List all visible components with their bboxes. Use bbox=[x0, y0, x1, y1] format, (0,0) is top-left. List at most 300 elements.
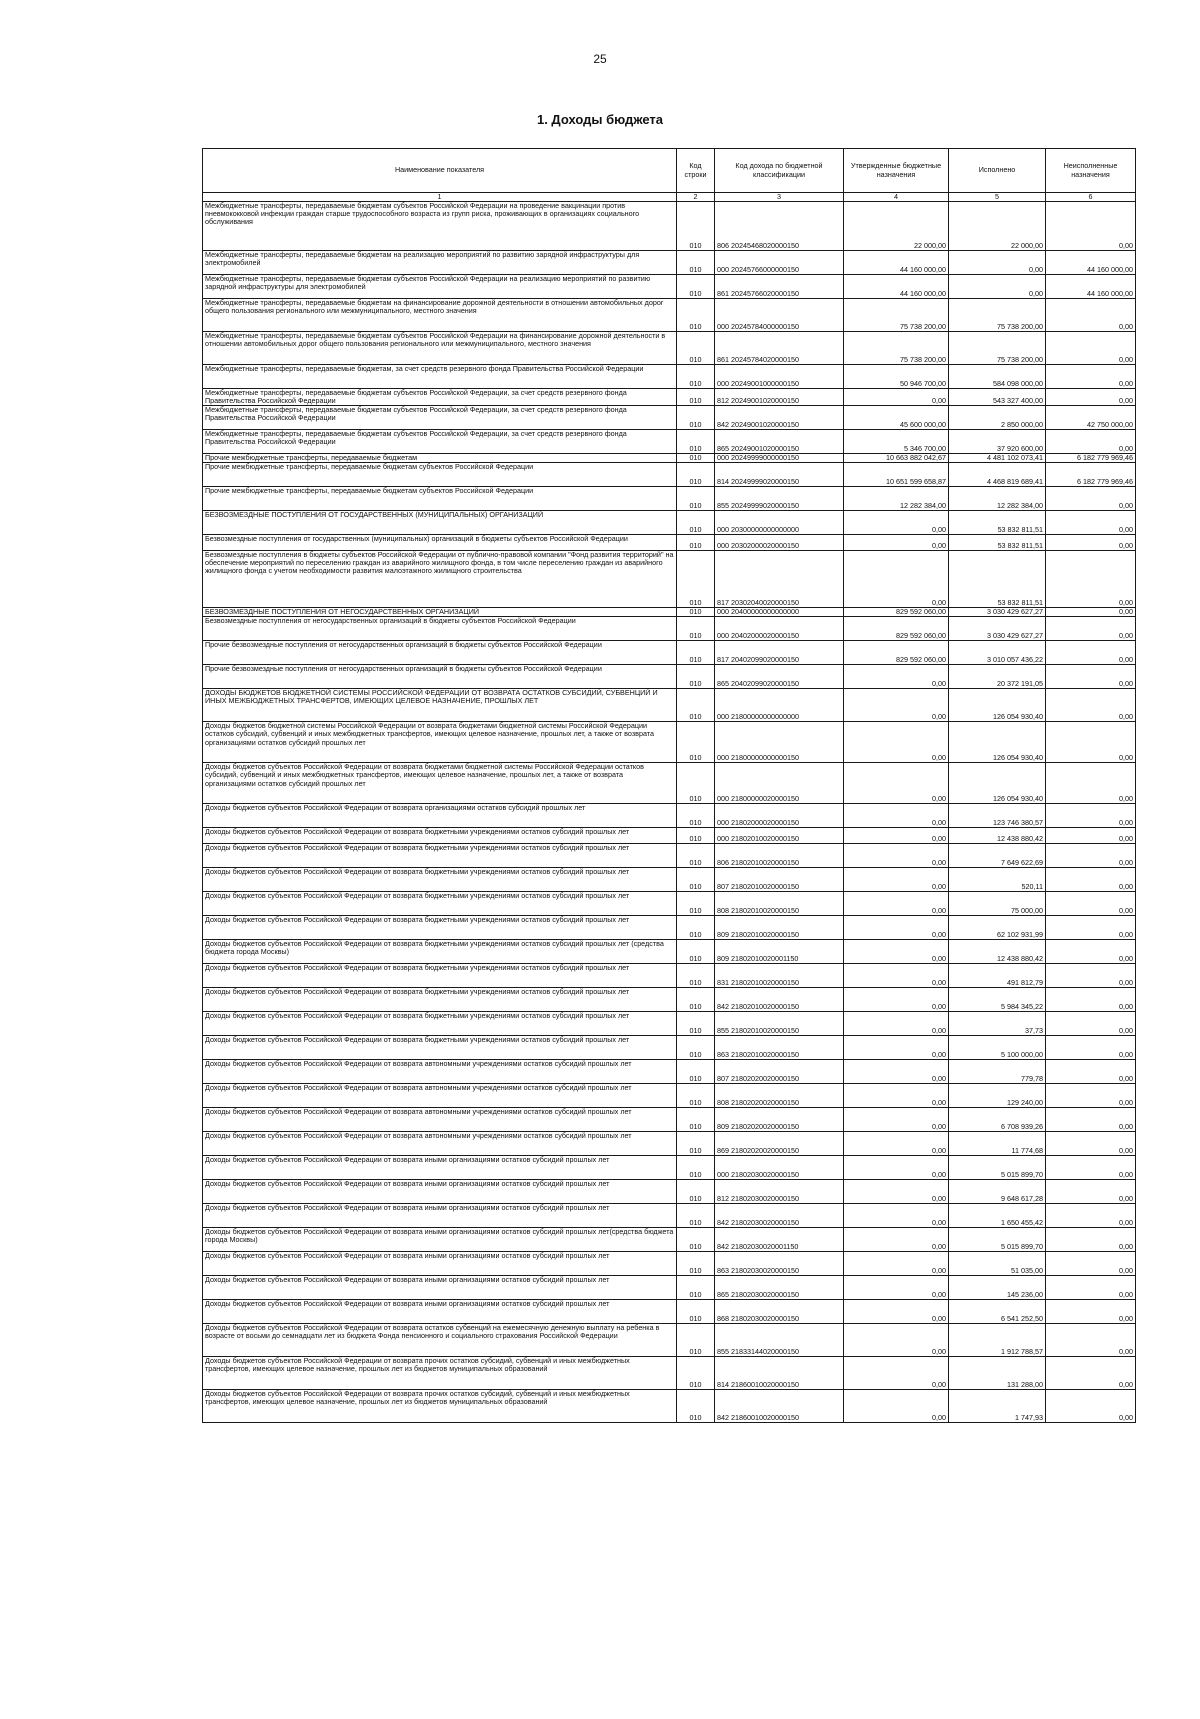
row-name: Доходы бюджетов бюджетной системы Российской Федерации от возврата бюджетами бюджетной системы Российской Федерации остатков субсидий, субвенций и иных межбюджетных трансфертов, имеющих целевое назначение, прошлых лет, а также от возврата организациями остатков субсидий прошлых лет bbox=[203, 722, 677, 763]
row-executed: 37 920 600,00 bbox=[949, 430, 1046, 454]
header-unexecuted: Неисполненные назначения bbox=[1046, 149, 1136, 193]
row-name: Доходы бюджетов субъектов Российской Федерации от возврата иными организациями остатков субсидий прошлых лет bbox=[203, 1300, 677, 1324]
row-executed: 22 000,00 bbox=[949, 202, 1046, 251]
row-name: Доходы бюджетов субъектов Российской Федерации от возврата бюджетными учреждениями остатков субсидий прошлых лет (средства бюджета города Москвы) bbox=[203, 940, 677, 964]
row-kbk: 000 21802010020000150 bbox=[715, 828, 844, 844]
row-code: 010 bbox=[677, 1204, 715, 1228]
row-kbk: 863 21802010020000150 bbox=[715, 1036, 844, 1060]
row-kbk: 842 20249001020000150 bbox=[715, 406, 844, 430]
row-unexecuted: 0,00 bbox=[1046, 1108, 1136, 1132]
row-approved: 0,00 bbox=[844, 1012, 949, 1036]
row-unexecuted: 0,00 bbox=[1046, 1132, 1136, 1156]
row-code: 010 bbox=[677, 535, 715, 551]
row-code: 010 bbox=[677, 665, 715, 689]
row-name: Доходы бюджетов субъектов Российской Федерации от возврата бюджетами бюджетной системы Российской Федерации остатков субсидий, субвенций и иных межбюджетных трансфертов, имеющих целевое назначение, прошлых лет, а также от возврата организациями остатков субсидий прошлых лет bbox=[203, 763, 677, 804]
row-approved: 0,00 bbox=[844, 763, 949, 804]
row-name: Доходы бюджетов субъектов Российской Федерации от возврата иными организациями остатков субсидий прошлых лет bbox=[203, 1252, 677, 1276]
row-name: Межбюджетные трансферты, передаваемые бюджетам субъектов Российской Федерации, за счет средств резервного фонда Правительства Российской Федерации bbox=[203, 406, 677, 430]
table-row bbox=[203, 1390, 1136, 1423]
row-kbk: 868 21802030020000150 bbox=[715, 1300, 844, 1324]
row-executed: 129 240,00 bbox=[949, 1084, 1046, 1108]
table-row bbox=[203, 964, 1136, 988]
row-code: 010 bbox=[677, 1252, 715, 1276]
row-executed: 4 481 102 073,41 bbox=[949, 454, 1046, 463]
row-unexecuted: 0,00 bbox=[1046, 1204, 1136, 1228]
row-name: Межбюджетные трансферты, передаваемые бюджетам на финансирование дорожной деятельности в отношении автомобильных дорог общего пользования регионального или межмуниципального, местного значения bbox=[203, 299, 677, 332]
column-number: 6 bbox=[1046, 193, 1136, 202]
row-executed: 4 468 819 689,41 bbox=[949, 463, 1046, 487]
table-row bbox=[203, 641, 1136, 665]
table-row bbox=[203, 1108, 1136, 1132]
row-approved: 0,00 bbox=[844, 1108, 949, 1132]
row-executed: 779,78 bbox=[949, 1060, 1046, 1084]
table-row bbox=[203, 1357, 1136, 1390]
row-executed: 12 438 880,42 bbox=[949, 828, 1046, 844]
table-row bbox=[203, 251, 1136, 275]
row-approved: 829 592 060,00 bbox=[844, 641, 949, 665]
row-approved: 829 592 060,00 bbox=[844, 608, 949, 617]
table-row bbox=[203, 689, 1136, 722]
row-name: Доходы бюджетов субъектов Российской Федерации от возврата бюджетными учреждениями остатков субсидий прошлых лет bbox=[203, 892, 677, 916]
row-unexecuted: 0,00 bbox=[1046, 689, 1136, 722]
row-name: Прочие межбюджетные трансферты, передаваемые бюджетам bbox=[203, 454, 677, 463]
row-kbk: 807 21802010020000150 bbox=[715, 868, 844, 892]
table-row bbox=[203, 1084, 1136, 1108]
table-row bbox=[203, 1036, 1136, 1060]
row-name: Доходы бюджетов субъектов Российской Федерации от возврата иными организациями остатков субсидий прошлых лет bbox=[203, 1204, 677, 1228]
row-unexecuted: 0,00 bbox=[1046, 511, 1136, 535]
budget-income-table bbox=[202, 148, 1136, 1423]
table-row bbox=[203, 365, 1136, 389]
row-approved: 44 160 000,00 bbox=[844, 251, 949, 275]
row-code: 010 bbox=[677, 1228, 715, 1252]
row-unexecuted: 0,00 bbox=[1046, 1228, 1136, 1252]
row-approved: 0,00 bbox=[844, 804, 949, 828]
row-name: Межбюджетные трансферты, передаваемые бюджетам, за счет средств резервного фонда Правительства Российской Федерации bbox=[203, 365, 677, 389]
row-name: Прочие безвозмездные поступления от негосударственных организаций в бюджеты субъектов Российской Федерации bbox=[203, 665, 677, 689]
row-kbk: 817 20402099020000150 bbox=[715, 641, 844, 665]
row-unexecuted: 0,00 bbox=[1046, 940, 1136, 964]
row-name: Доходы бюджетов субъектов Российской Федерации от возврата бюджетными учреждениями остатков субсидий прошлых лет bbox=[203, 844, 677, 868]
row-unexecuted: 0,00 bbox=[1046, 1180, 1136, 1204]
table-row bbox=[203, 804, 1136, 828]
row-kbk: 861 20245784020000150 bbox=[715, 332, 844, 365]
row-approved: 0,00 bbox=[844, 551, 949, 608]
column-number: 1 bbox=[203, 193, 677, 202]
row-code: 010 bbox=[677, 1108, 715, 1132]
row-code: 010 bbox=[677, 1156, 715, 1180]
table-row bbox=[203, 868, 1136, 892]
row-unexecuted: 44 160 000,00 bbox=[1046, 275, 1136, 299]
row-kbk: 831 21802010020000150 bbox=[715, 964, 844, 988]
row-executed: 12 282 384,00 bbox=[949, 487, 1046, 511]
row-name: БЕЗВОЗМЕЗДНЫЕ ПОСТУПЛЕНИЯ ОТ НЕГОСУДАРСТВЕННЫХ ОРГАНИЗАЦИЙ bbox=[203, 608, 677, 617]
column-number: 2 bbox=[677, 193, 715, 202]
table-row bbox=[203, 275, 1136, 299]
row-name: Доходы бюджетов субъектов Российской Федерации от возврата прочих остатков субсидий, субвенций и иных межбюджетных трансфертов, имеющих целевое назначение, прошлых лет из бюджетов муниципальных образований bbox=[203, 1357, 677, 1390]
row-name: Доходы бюджетов субъектов Российской Федерации от возврата иными организациями остатков субсидий прошлых лет(средства бюджета города Москвы) bbox=[203, 1228, 677, 1252]
table-row bbox=[203, 617, 1136, 641]
row-code: 010 bbox=[677, 804, 715, 828]
row-unexecuted: 0,00 bbox=[1046, 1300, 1136, 1324]
row-unexecuted: 44 160 000,00 bbox=[1046, 251, 1136, 275]
row-approved: 0,00 bbox=[844, 1180, 949, 1204]
row-executed: 3 030 429 627,27 bbox=[949, 608, 1046, 617]
table-row bbox=[203, 1300, 1136, 1324]
row-unexecuted: 0,00 bbox=[1046, 1252, 1136, 1276]
table-row bbox=[203, 1204, 1136, 1228]
row-unexecuted: 0,00 bbox=[1046, 1276, 1136, 1300]
row-unexecuted: 0,00 bbox=[1046, 916, 1136, 940]
row-kbk: 842 21860010020000150 bbox=[715, 1390, 844, 1423]
header-approved: Утвержденные бюджетные назначения bbox=[844, 149, 949, 193]
row-name: Доходы бюджетов субъектов Российской Федерации от возврата автономными учреждениями остатков субсидий прошлых лет bbox=[203, 1132, 677, 1156]
row-kbk: 861 20245766020000150 bbox=[715, 275, 844, 299]
row-executed: 126 054 930,40 bbox=[949, 689, 1046, 722]
row-executed: 9 648 617,28 bbox=[949, 1180, 1046, 1204]
page-title: 1. Доходы бюджета bbox=[536, 112, 664, 127]
table-row bbox=[203, 487, 1136, 511]
table-row bbox=[203, 551, 1136, 608]
row-code: 010 bbox=[677, 964, 715, 988]
row-executed: 3 010 057 436,22 bbox=[949, 641, 1046, 665]
row-unexecuted: 0,00 bbox=[1046, 608, 1136, 617]
row-approved: 0,00 bbox=[844, 868, 949, 892]
row-code: 010 bbox=[677, 916, 715, 940]
row-approved: 0,00 bbox=[844, 1156, 949, 1180]
row-approved: 0,00 bbox=[844, 1060, 949, 1084]
row-executed: 3 030 429 627,27 bbox=[949, 617, 1046, 641]
row-executed: 126 054 930,40 bbox=[949, 763, 1046, 804]
row-approved: 0,00 bbox=[844, 916, 949, 940]
row-code: 010 bbox=[677, 299, 715, 332]
row-name: Доходы бюджетов субъектов Российской Федерации от возврата иными организациями остатков субсидий прошлых лет bbox=[203, 1180, 677, 1204]
row-kbk: 000 20245766000000150 bbox=[715, 251, 844, 275]
row-approved: 10 663 882 042,67 bbox=[844, 454, 949, 463]
row-executed: 75 738 200,00 bbox=[949, 299, 1046, 332]
row-unexecuted: 0,00 bbox=[1046, 1012, 1136, 1036]
row-approved: 0,00 bbox=[844, 1357, 949, 1390]
row-name: Доходы бюджетов субъектов Российской Федерации от возврата бюджетными учреждениями остатков субсидий прошлых лет bbox=[203, 1012, 677, 1036]
row-approved: 0,00 bbox=[844, 1390, 949, 1423]
row-executed: 5 984 345,22 bbox=[949, 988, 1046, 1012]
table-row bbox=[203, 511, 1136, 535]
row-approved: 829 592 060,00 bbox=[844, 617, 949, 641]
row-executed: 53 832 811,51 bbox=[949, 511, 1046, 535]
row-name: Межбюджетные трансферты, передаваемые бюджетам субъектов Российской Федерации на финансирование дорожной деятельности в отношении автомобильных дорог общего пользования регионального или межмуниципального, местного значения bbox=[203, 332, 677, 365]
row-code: 010 bbox=[677, 689, 715, 722]
row-executed: 126 054 930,40 bbox=[949, 722, 1046, 763]
row-code: 010 bbox=[677, 1324, 715, 1357]
row-name: Межбюджетные трансферты, передаваемые бюджетам субъектов Российской Федерации, за счет средств резервного фонда Правительства Российской Федерации bbox=[203, 430, 677, 454]
row-name: Доходы бюджетов субъектов Российской Федерации от возврата прочих остатков субсидий, субвенций и иных межбюджетных трансфертов, имеющих целевое назначение, прошлых лет из бюджетов муниципальных образований bbox=[203, 1390, 677, 1423]
row-kbk: 807 21802020020000150 bbox=[715, 1060, 844, 1084]
row-kbk: 000 21800000000000000 bbox=[715, 689, 844, 722]
row-name: Безвозмездные поступления в бюджеты субъектов Российской Федерации от публично-правовой компании "Фонд развития территорий" на обеспечение мероприятий по переселению граждан из аварийного жилищного фонда, в том числе переселению граждан из аварийного жилищного фонда с учетом необходимости развития малоэтажного жилищного строительства bbox=[203, 551, 677, 608]
row-unexecuted: 6 182 779 969,46 bbox=[1046, 454, 1136, 463]
row-approved: 0,00 bbox=[844, 988, 949, 1012]
row-unexecuted: 0,00 bbox=[1046, 1390, 1136, 1423]
row-unexecuted: 0,00 bbox=[1046, 665, 1136, 689]
header-code: Код строки bbox=[677, 149, 715, 193]
row-code: 010 bbox=[677, 1036, 715, 1060]
column-number: 3 bbox=[715, 193, 844, 202]
row-approved: 0,00 bbox=[844, 689, 949, 722]
row-code: 010 bbox=[677, 617, 715, 641]
row-approved: 45 600 000,00 bbox=[844, 406, 949, 430]
row-approved: 75 738 200,00 bbox=[844, 299, 949, 332]
row-kbk: 000 20245784000000150 bbox=[715, 299, 844, 332]
row-name: Межбюджетные трансферты, передаваемые бюджетам субъектов Российской Федерации на реализацию мероприятий по развитию зарядной инфраструктуры для электромобилей bbox=[203, 275, 677, 299]
row-executed: 491 812,79 bbox=[949, 964, 1046, 988]
row-executed: 0,00 bbox=[949, 275, 1046, 299]
row-code: 010 bbox=[677, 551, 715, 608]
row-name: Прочие межбюджетные трансферты, передаваемые бюджетам субъектов Российской Федерации bbox=[203, 487, 677, 511]
column-number: 4 bbox=[844, 193, 949, 202]
row-executed: 1 650 455,42 bbox=[949, 1204, 1046, 1228]
row-kbk: 842 21802030020001150 bbox=[715, 1228, 844, 1252]
row-approved: 0,00 bbox=[844, 1036, 949, 1060]
row-approved: 0,00 bbox=[844, 828, 949, 844]
row-unexecuted: 0,00 bbox=[1046, 1324, 1136, 1357]
row-code: 010 bbox=[677, 1276, 715, 1300]
table-row bbox=[203, 1324, 1136, 1357]
row-name: Доходы бюджетов субъектов Российской Федерации от возврата автономными учреждениями остатков субсидий прошлых лет bbox=[203, 1108, 677, 1132]
row-code: 010 bbox=[677, 1180, 715, 1204]
row-name: Доходы бюджетов субъектов Российской Федерации от возврата бюджетными учреждениями остатков субсидий прошлых лет bbox=[203, 1036, 677, 1060]
row-kbk: 855 20249999020000150 bbox=[715, 487, 844, 511]
row-executed: 53 832 811,51 bbox=[949, 551, 1046, 608]
row-approved: 0,00 bbox=[844, 1324, 949, 1357]
table-row bbox=[203, 892, 1136, 916]
table-header-row bbox=[203, 149, 1136, 193]
row-executed: 5 015 899,70 bbox=[949, 1228, 1046, 1252]
row-executed: 20 372 191,05 bbox=[949, 665, 1046, 689]
row-approved: 0,00 bbox=[844, 1228, 949, 1252]
row-kbk: 855 21833144020000150 bbox=[715, 1324, 844, 1357]
row-name: Доходы бюджетов субъектов Российской Федерации от возврата бюджетными учреждениями остатков субсидий прошлых лет bbox=[203, 916, 677, 940]
table-row bbox=[203, 332, 1136, 365]
table-row bbox=[203, 202, 1136, 251]
row-executed: 543 327 400,00 bbox=[949, 389, 1046, 406]
table-row bbox=[203, 1276, 1136, 1300]
row-code: 010 bbox=[677, 1357, 715, 1390]
row-name: Прочие межбюджетные трансферты, передаваемые бюджетам субъектов Российской Федерации bbox=[203, 463, 677, 487]
row-kbk: 865 20402099020000150 bbox=[715, 665, 844, 689]
row-unexecuted: 42 750 000,00 bbox=[1046, 406, 1136, 430]
row-executed: 1 747,93 bbox=[949, 1390, 1046, 1423]
row-code: 010 bbox=[677, 868, 715, 892]
row-name: Доходы бюджетов субъектов Российской Федерации от возврата иными организациями остатков субсидий прошлых лет bbox=[203, 1156, 677, 1180]
row-kbk: 000 20249999000000150 bbox=[715, 454, 844, 463]
row-approved: 12 282 384,00 bbox=[844, 487, 949, 511]
row-executed: 0,00 bbox=[949, 251, 1046, 275]
table-row bbox=[203, 722, 1136, 763]
row-kbk: 000 20300000000000000 bbox=[715, 511, 844, 535]
row-approved: 0,00 bbox=[844, 940, 949, 964]
row-approved: 0,00 bbox=[844, 1300, 949, 1324]
row-approved: 0,00 bbox=[844, 964, 949, 988]
row-kbk: 814 21860010020000150 bbox=[715, 1357, 844, 1390]
row-unexecuted: 0,00 bbox=[1046, 299, 1136, 332]
row-executed: 1 912 788,57 bbox=[949, 1324, 1046, 1357]
table-row bbox=[203, 1252, 1136, 1276]
row-unexecuted: 0,00 bbox=[1046, 202, 1136, 251]
row-approved: 44 160 000,00 bbox=[844, 275, 949, 299]
row-code: 010 bbox=[677, 430, 715, 454]
row-kbk: 000 21802030020000150 bbox=[715, 1156, 844, 1180]
row-approved: 5 346 700,00 bbox=[844, 430, 949, 454]
table-row bbox=[203, 389, 1136, 406]
row-code: 010 bbox=[677, 463, 715, 487]
row-code: 010 bbox=[677, 251, 715, 275]
row-code: 010 bbox=[677, 892, 715, 916]
row-approved: 0,00 bbox=[844, 1276, 949, 1300]
table-row bbox=[203, 844, 1136, 868]
row-kbk: 806 21802010020000150 bbox=[715, 844, 844, 868]
row-kbk: 809 21802010020000150 bbox=[715, 916, 844, 940]
row-name: Доходы бюджетов субъектов Российской Федерации от возврата бюджетными учреждениями остатков субсидий прошлых лет bbox=[203, 988, 677, 1012]
row-unexecuted: 0,00 bbox=[1046, 535, 1136, 551]
row-executed: 145 236,00 bbox=[949, 1276, 1046, 1300]
row-unexecuted: 0,00 bbox=[1046, 828, 1136, 844]
row-code: 010 bbox=[677, 1012, 715, 1036]
row-executed: 131 288,00 bbox=[949, 1357, 1046, 1390]
row-unexecuted: 0,00 bbox=[1046, 964, 1136, 988]
row-name: Доходы бюджетов субъектов Российской Федерации от возврата иными организациями остатков субсидий прошлых лет bbox=[203, 1276, 677, 1300]
row-name: Безвозмездные поступления от государственных (муниципальных) организаций в бюджеты субъектов Российской Федерации bbox=[203, 535, 677, 551]
header-executed: Исполнено bbox=[949, 149, 1046, 193]
row-unexecuted: 0,00 bbox=[1046, 763, 1136, 804]
row-executed: 5 100 000,00 bbox=[949, 1036, 1046, 1060]
row-name: БЕЗВОЗМЕЗДНЫЕ ПОСТУПЛЕНИЯ ОТ ГОСУДАРСТВЕННЫХ (МУНИЦИПАЛЬНЫХ) ОРГАНИЗАЦИЙ bbox=[203, 511, 677, 535]
row-name: ДОХОДЫ БЮДЖЕТОВ БЮДЖЕТНОЙ СИСТЕМЫ РОССИЙСКОЙ ФЕДЕРАЦИИ ОТ ВОЗВРАТА ОСТАТКОВ СУБСИДИЙ, СУБВЕНЦИЙ И ИНЫХ МЕЖБЮДЖЕТНЫХ ТРАНСФЕРТОВ, ИМЕЮЩИХ ЦЕЛЕВОЕ НАЗНАЧЕНИЕ, ПРОШЛЫХ ЛЕТ bbox=[203, 689, 677, 722]
row-kbk: 817 20302040020000150 bbox=[715, 551, 844, 608]
row-name: Межбюджетные трансферты, передаваемые бюджетам субъектов Российской Федерации на проведение вакцинации против пневмококковой инфекции граждан старше трудоспособного возраста из групп риска, проживающих в организациях социального обслуживания bbox=[203, 202, 677, 251]
row-kbk: 000 21802000020000150 bbox=[715, 804, 844, 828]
row-code: 010 bbox=[677, 332, 715, 365]
row-executed: 53 832 811,51 bbox=[949, 535, 1046, 551]
row-kbk: 855 21802010020000150 bbox=[715, 1012, 844, 1036]
row-name: Доходы бюджетов субъектов Российской Федерации от возврата организациями остатков субсидий прошлых лет bbox=[203, 804, 677, 828]
page-number: 25 bbox=[593, 52, 607, 66]
row-unexecuted: 0,00 bbox=[1046, 641, 1136, 665]
row-code: 010 bbox=[677, 1300, 715, 1324]
row-executed: 2 850 000,00 bbox=[949, 406, 1046, 430]
row-approved: 0,00 bbox=[844, 722, 949, 763]
row-kbk: 842 21802030020000150 bbox=[715, 1204, 844, 1228]
row-name: Доходы бюджетов субъектов Российской Федерации от возврата остатков субвенций на ежемесячную денежную выплату на ребенка в возрасте от восьми до семнадцати лет из бюджета Фонда пенсионного и социального страхования Российской Федерации bbox=[203, 1324, 677, 1357]
row-approved: 0,00 bbox=[844, 665, 949, 689]
row-approved: 75 738 200,00 bbox=[844, 332, 949, 365]
table-body bbox=[203, 202, 1136, 1423]
row-unexecuted: 6 182 779 969,46 bbox=[1046, 463, 1136, 487]
table-row bbox=[203, 1156, 1136, 1180]
table-row bbox=[203, 1228, 1136, 1252]
row-unexecuted: 0,00 bbox=[1046, 804, 1136, 828]
row-approved: 22 000,00 bbox=[844, 202, 949, 251]
row-executed: 5 015 899,70 bbox=[949, 1156, 1046, 1180]
row-kbk: 865 21802030020000150 bbox=[715, 1276, 844, 1300]
row-unexecuted: 0,00 bbox=[1046, 487, 1136, 511]
row-approved: 50 946 700,00 bbox=[844, 365, 949, 389]
row-code: 010 bbox=[677, 454, 715, 463]
row-kbk: 863 21802030020000150 bbox=[715, 1252, 844, 1276]
row-code: 010 bbox=[677, 275, 715, 299]
row-name: Прочие безвозмездные поступления от негосударственных организаций в бюджеты субъектов Российской Федерации bbox=[203, 641, 677, 665]
row-approved: 0,00 bbox=[844, 892, 949, 916]
row-name: Доходы бюджетов субъектов Российской Федерации от возврата автономными учреждениями остатков субсидий прошлых лет bbox=[203, 1060, 677, 1084]
table-row bbox=[203, 430, 1136, 454]
row-approved: 0,00 bbox=[844, 1084, 949, 1108]
header-kbk: Код дохода по бюджетной классификации bbox=[715, 149, 844, 193]
row-approved: 0,00 bbox=[844, 511, 949, 535]
row-name: Доходы бюджетов субъектов Российской Федерации от возврата бюджетными учреждениями остатков субсидий прошлых лет bbox=[203, 828, 677, 844]
row-name: Доходы бюджетов субъектов Российской Федерации от возврата автономными учреждениями остатков субсидий прошлых лет bbox=[203, 1084, 677, 1108]
row-kbk: 842 21802010020000150 bbox=[715, 988, 844, 1012]
row-approved: 0,00 bbox=[844, 844, 949, 868]
row-unexecuted: 0,00 bbox=[1046, 1060, 1136, 1084]
row-kbk: 000 20400000000000000 bbox=[715, 608, 844, 617]
row-approved: 0,00 bbox=[844, 535, 949, 551]
row-executed: 6 541 252,50 bbox=[949, 1300, 1046, 1324]
row-approved: 0,00 bbox=[844, 389, 949, 406]
row-name: Доходы бюджетов субъектов Российской Федерации от возврата бюджетными учреждениями остатков субсидий прошлых лет bbox=[203, 964, 677, 988]
row-unexecuted: 0,00 bbox=[1046, 1084, 1136, 1108]
row-unexecuted: 0,00 bbox=[1046, 1357, 1136, 1390]
row-code: 010 bbox=[677, 940, 715, 964]
row-kbk: 869 21802020020000150 bbox=[715, 1132, 844, 1156]
row-name: Безвозмездные поступления от негосударственных организаций в бюджеты субъектов Российской Федерации bbox=[203, 617, 677, 641]
row-code: 010 bbox=[677, 202, 715, 251]
row-kbk: 809 21802010020001150 bbox=[715, 940, 844, 964]
row-unexecuted: 0,00 bbox=[1046, 551, 1136, 608]
table-row bbox=[203, 763, 1136, 804]
row-unexecuted: 0,00 bbox=[1046, 1156, 1136, 1180]
table-row bbox=[203, 535, 1136, 551]
row-executed: 62 102 931,99 bbox=[949, 916, 1046, 940]
table-row bbox=[203, 1180, 1136, 1204]
row-code: 010 bbox=[677, 722, 715, 763]
row-executed: 11 774,68 bbox=[949, 1132, 1046, 1156]
row-kbk: 814 20249999020000150 bbox=[715, 463, 844, 487]
table-row bbox=[203, 1012, 1136, 1036]
row-kbk: 000 20402000020000150 bbox=[715, 617, 844, 641]
row-name: Межбюджетные трансферты, передаваемые бюджетам субъектов Российской Федерации, за счет средств резервного фонда Правительства Российской Федерации bbox=[203, 389, 677, 406]
row-kbk: 809 21802020020000150 bbox=[715, 1108, 844, 1132]
row-code: 010 bbox=[677, 1060, 715, 1084]
table-row bbox=[203, 1132, 1136, 1156]
row-code: 010 bbox=[677, 487, 715, 511]
table-row bbox=[203, 406, 1136, 430]
row-executed: 123 746 380,57 bbox=[949, 804, 1046, 828]
row-executed: 6 708 939,26 bbox=[949, 1108, 1046, 1132]
row-code: 010 bbox=[677, 1132, 715, 1156]
row-code: 010 bbox=[677, 365, 715, 389]
row-unexecuted: 0,00 bbox=[1046, 332, 1136, 365]
row-kbk: 000 20249001000000150 bbox=[715, 365, 844, 389]
row-code: 010 bbox=[677, 406, 715, 430]
row-code: 010 bbox=[677, 844, 715, 868]
row-name: Доходы бюджетов субъектов Российской Федерации от возврата бюджетными учреждениями остатков субсидий прошлых лет bbox=[203, 868, 677, 892]
row-kbk: 812 20249001020000150 bbox=[715, 389, 844, 406]
row-executed: 7 649 622,69 bbox=[949, 844, 1046, 868]
row-code: 010 bbox=[677, 828, 715, 844]
row-code: 010 bbox=[677, 1390, 715, 1423]
row-approved: 0,00 bbox=[844, 1132, 949, 1156]
row-code: 010 bbox=[677, 608, 715, 617]
row-approved: 0,00 bbox=[844, 1252, 949, 1276]
